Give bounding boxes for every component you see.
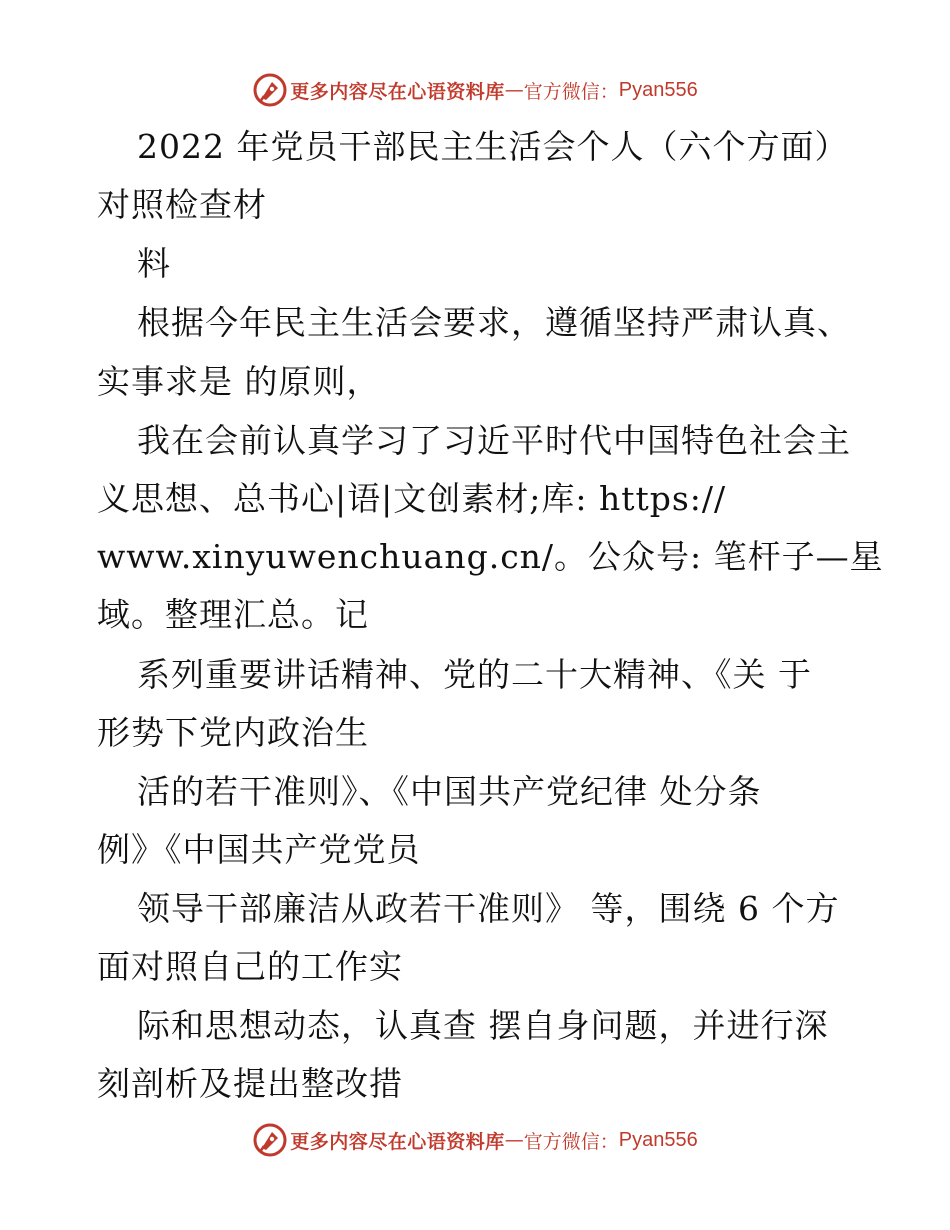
doc-line: 我在会前认真学习了习近平时代中国特色社会主 bbox=[137, 421, 851, 460]
watermark-main-text: 更多内容尽在心语资料库 bbox=[290, 80, 505, 103]
pen-nib-logo-icon bbox=[252, 72, 288, 108]
footer-watermark bbox=[0, 1120, 950, 1160]
doc-line-title: 2022 年党员干部民主生活会个人（六个方面） bbox=[137, 127, 849, 166]
doc-line: 际和思想动态，认真查 摆自身问题，并进行深 bbox=[137, 1006, 829, 1045]
pen-nib-logo-icon bbox=[252, 1122, 288, 1158]
doc-line: www.xinyuwenchuang.cn/。公众号: 笔杆子—星 bbox=[97, 537, 884, 576]
watermark-wechat-id: Pyan556 bbox=[618, 1128, 698, 1151]
doc-line: 形势下党内政治生 bbox=[97, 713, 369, 752]
watermark-wechat-id: Pyan556 bbox=[618, 78, 698, 101]
doc-line: 活的若干准则》、《中国共产党纪律 处分条 bbox=[137, 772, 762, 811]
doc-line: 例》《中国共产党党员 bbox=[97, 830, 421, 869]
doc-line: 刻剖析及提出整改措 bbox=[97, 1064, 403, 1103]
doc-line: 根据今年民主生活会要求，遵循坚持严肃认真、 bbox=[137, 303, 851, 342]
doc-line: 义思想、总书心|语|文创素材;库: https:// bbox=[97, 479, 727, 518]
doc-line: 对照检查材 bbox=[97, 185, 267, 224]
doc-line: 料 bbox=[137, 244, 171, 283]
doc-line: 域。整理汇总。记 bbox=[97, 595, 369, 634]
doc-line: 实事求是 的原则， bbox=[97, 362, 381, 401]
header-watermark bbox=[0, 70, 950, 110]
watermark-wechat-label: 官方微信： bbox=[523, 1130, 619, 1153]
watermark-main-text: 更多内容尽在心语资料库 bbox=[290, 1130, 505, 1153]
doc-line: 领导干部廉洁从政若干准则》 等，围绕 6 个方 bbox=[137, 889, 840, 928]
doc-line: 系列重要讲话精神、党的二十大精神、《关 于 bbox=[137, 655, 812, 694]
doc-line: 面对照自己的工作实 bbox=[97, 947, 403, 986]
watermark-dash: — bbox=[504, 1129, 524, 1151]
watermark-wechat-label: 官方微信： bbox=[523, 80, 619, 103]
watermark-dash: — bbox=[504, 79, 524, 101]
